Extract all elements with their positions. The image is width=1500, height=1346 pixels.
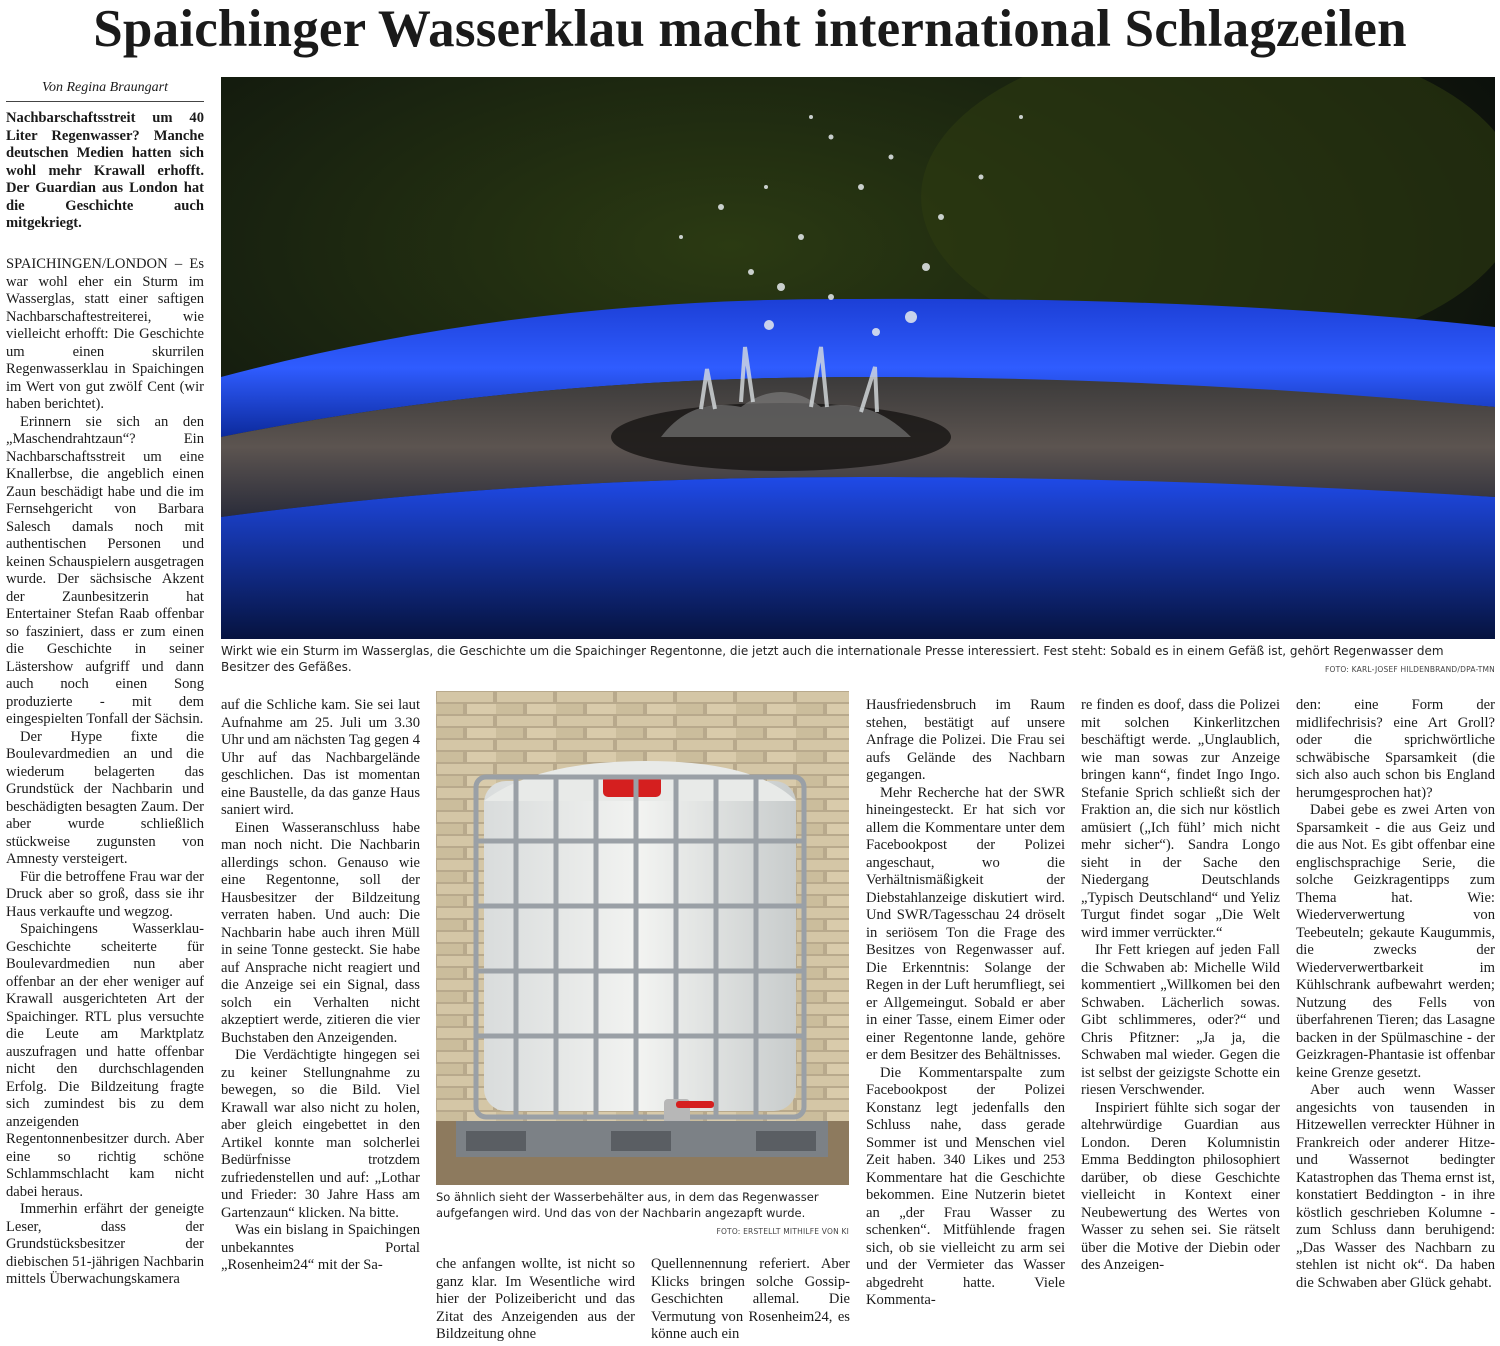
paragraph: den: eine Form der midlifechrisis? eine Art Groll? oder die sprichwörtliche schwäbische Sparsamkeit (die sich also auch schon bis England herumgesprochen hat)? — [1296, 697, 1495, 801]
container-photo-credit: FOTO: ERSTELLT MITHILFE VON KI — [716, 1227, 849, 1236]
paragraph: Mehr Recherche hat der SWR hineingesteckt. Er hat sich vor allem die Kommentare unter dem Facebookpost der Polizei angeschaut, wo die Verhältnismäßigkeit der Diebstahlanzeige diskutiert wird. Und SWR/Tagesschau 24 dröselt in seriösem Ton die Frage des Besitzes von Regenwasser auf. Die Erkenntnis: Solange der Regen in der Luft herumfliegt, sei er Allgemeingut. Sobald er aber in einer Tasse, einem Eimer oder einer Regentonne lande, gehöre er dem Besitzer des Behältnisses. — [866, 784, 1065, 1063]
paragraph: Erinnern sie sich an den „Maschendrahtzaun“? Ein Nachbarschaftsstreit um eine Knallerbse, die angeblich einen Zaun beschädigt habe und die im Fernsehgericht von Barbara Salesch damals noch mit authentischen Personen und keinen Schauspielern ausgetragen wurde. Der sächsische Akzent der Zaunbesitzerin hat Entertainer Stefan Raab offenbar so fasziniert, dass er zum einen die Geschichte in seiner Lästershow aufgriff und dann auch noch einen Song produzierte - mit dem eingespielten Tonfall der Sächsin. — [6, 413, 204, 727]
column-6 — [1081, 697, 1280, 1344]
paragraph: che anfangen wollte, ist nicht so ganz klar. Im Wesentliche wird hier der Polizeibericht und das Zitat des Anzeigenden aus der Bildzeitung ohne — [436, 1256, 635, 1342]
paragraph: re finden es doof, dass die Polizei mit solchen Kinkerlitzchen beschäftigt werde. „Unglaublich, wie man sowas zur Anzeige bringen kann“, findet Ingo Ingo. Stefanie Sprich schließt sich der Fraktion an, die sich nur köstlich amüsiert („Ich fühl’ mich nicht mehr sicher“). Sandra Longo sieht in der Sache den Niedergang Deutschlands „Typisch Deutschland“ und Yeliz Turgut findet sogar „Die Welt wird immer verrückter.“ — [1081, 697, 1280, 941]
paragraph: Ihr Fett kriegen auf jeden Fall die Schwaben ab: Michelle Wild kommentiert „Willkomen bei den Schwaben. Lächerlich sowas. Gibt schlimmeres, oder?“ und Chris Pfitzner: „Ja ja, die Schwaben mal wieder. Gegen die ist selbst der geizigste Schotte ein riesen Verschwender. — [1081, 942, 1280, 1098]
paragraph: Die Kommentarspalte zum Facebookpost der Polizei Konstanz legt jedenfalls den Schluss nahe, dass gerade Sommer ist und Menschen viel Zeit haben. 340 Likes und 253 Kommentare hat die Geschichte bekommen. Eine Nutzerin bietet an „der Frau Wasser zu schenken“. Mitfühlende fragen sich, ob sie vielleicht zu arm sei und der Vermieter das Wasser abgedreht hatte. Viele Kommenta- — [866, 1064, 1065, 1308]
paragraph: Hausfriedensbruch im Raum stehen, bestätigt auf unsere Anfrage die Polizei. Die Frau sei aufs Gelände des Nachbarn gegangen. — [866, 697, 1065, 783]
paragraph: Die Verdächtigte hingegen sei zu keiner Stellungnahme zu bewegen, so die Bild. Viel Krawall war also nicht zu holen, aber gleich eingebettet in den Artikel konnte man solcherlei Bedürfnisse trotzdem zufriedenstellen und auf: „Lothar und Frieder: 30 Jahre Hass am Gartenzaun“ klicken. Na bitte. — [221, 1047, 420, 1221]
paragraph: auf die Schliche kam. Sie sei laut Aufnahme am 25. Juli um 3.30 Uhr und am nächsten Tag gegen 4 Uhr auf das Nachbargelände geschlichen. Das ist momentan eine Baustelle, da das ganze Haus saniert wird. — [221, 697, 420, 818]
water-splash-image — [221, 77, 1495, 639]
paragraph: Immerhin erfährt der geneigte Leser, dass der Grundstücksbesitzer der diebischen 51-jährigen Nachbarin mittels Überwachungskamera — [6, 1201, 204, 1287]
main-photo-credit: FOTO: KARL-JOSEF HILDENBRAND/DPA-TMN — [1324, 665, 1495, 674]
paragraph: Aber auch wenn Wasser angesichts von tausenden in Hitzewellen verreckter Hühner in Frankreich oder anderer Hitze- und Wassernot bedingter Katastrophen das Thema ernst ist, konstatiert Beddington - in ihre köstlich geschrieben Kolumne - zum Schluss dann beruhigend: „Das Wasser des Nachbarn zu stehlen ist nicht ok“. Da haben die Schwaben aber Glück gehabt. — [1296, 1082, 1495, 1291]
column-7 — [1296, 697, 1495, 1344]
paragraph: SPAICHINGEN/LONDON – Es war wohl eher ein Sturm im Wasserglas, statt einer saftigen Nachbarschaftestreiterei, wie vielleicht erhofft: Die Geschichte um einen skurrilen Regenwasserklau in Spaichingen im Wert von gut zwölf Cent (wir haben berichtet). — [6, 256, 204, 412]
paragraph: Quellennennung referiert. Aber Klicks bringen solche Gossip-Geschichten allemal. Die Vermutung von Rosenheim24, es könne auch ein — [651, 1256, 850, 1342]
column-2 — [221, 697, 420, 1344]
byline: Von Regina Braungart — [6, 80, 204, 102]
paragraph: Dabei gebe es zwei Arten von Sparsamkeit - die aus Geiz und die aus Not. Es gibt offenbar eine englischsprachige Serie, die solche Geizkragentipps zum Thema hat. Wie: Wiederverwertung von Teebeuteln; gekaute Kaugummis, die zwecks der Wiederverwertbarkeit im Kühlschrank aufbewahrt werden; Nutzung des Fells von überfahrenen Tieren; das Lasagne backen in der Spülmaschine - der Geizkragen-Phantasie ist offenbar keine Grenze gesetzt. — [1296, 802, 1495, 1081]
paragraph: Für die betroffene Frau war der Druck aber so groß, dass sie ihr Haus verkaufte und wegzog. — [6, 868, 204, 920]
paragraph: Was ein bislang in Spaichingen unbekanntes Portal „Rosenheim24“ mit der Sa- — [221, 1222, 420, 1273]
paragraph: Der Hype fixte die Boulevardmedien an und die wiederum belagerten das Grundstück der Nachbarin und beschädigten besagten Zaum. Der aber wurde schließlich stückweise zugunsten von Amnesty versteigert. — [6, 728, 204, 867]
paragraph: Inspiriert fühlte sich sogar der altehrwürdige Guardian aus London. Deren Kolumnistin Emma Beddington philosophiert darüber, ob diese Geschichte vielleicht in Kontext einer Neubewertung des Wertes von Wasser zu sehen sei. Sie rätselt über die Motive der Diebin oder des Anzeigen- — [1081, 1099, 1280, 1273]
container-photo — [436, 691, 849, 1185]
main-photo-caption: Wirkt wie ein Sturm im Wasserglas, die Geschichte um die Spaichinger Regentonne, die jetzt auch die internationale Presse interessiert. Fest steht: Sobald es in einem Gefäß ist, gehört Regenwasser dem Besitzer des Gefäßes. — [221, 644, 1444, 674]
ibc-container-image — [436, 691, 849, 1185]
lead-paragraph: Nachbarschaftsstreit um 40 Liter Regenwasser? Manche deutschen Medien hatten sich wohl mehr Krawall erhofft. Der Guardian aus London hat die Geschichte auch mitgekriegt. — [6, 110, 204, 231]
column-4 — [651, 1256, 850, 1344]
headline: Spaichinger Wasserklau macht international Schlagzeilen — [93, 0, 1407, 58]
container-photo-caption: So ähnlich sieht der Wasserbehälter aus, in dem das Regenwasser aufgefangen wird. Und das von der Nachbarin angezapft wurde. — [436, 1190, 819, 1220]
paragraph: Spaichingens Wasserklau-Geschichte scheiterte für Boulevardmedien nun aber offenbar an der eher weniger auf Krawall ausgerichteten Art der Spaichinger. RTL plus versuchte die Leute am Marktplatz auszufragen und hatte offenbar nicht den durchschlagenden Erfolg. Die Bildzeitung fragte sich zumindest bis zu dem anzeigenden Regentonnenbesitzer durch. Aber eine so richtig schöne Schlammschlacht kam nicht dabei heraus. — [6, 921, 204, 1200]
column-5 — [866, 697, 1065, 1344]
paragraph: Einen Wasseranschluss habe man noch nicht. Die Nachbarin allerdings schon. Genauso wie eine Regentonne, soll der Hausbesitzer der Bildzeitung verraten haben. Und auch: Die Nachbarin habe auch ihren Müll in seine Tonne gesteckt. Sie habe auf Ansprache nicht reagiert und die Anzeige sei ein Signal, dass solch ein Verhalten nicht akzeptiert werde, zitieren die vier Buchstaben den Anzeigenden. — [221, 819, 420, 1046]
column-1 — [6, 256, 204, 1344]
column-3 — [436, 1256, 635, 1344]
main-photo — [221, 77, 1495, 639]
